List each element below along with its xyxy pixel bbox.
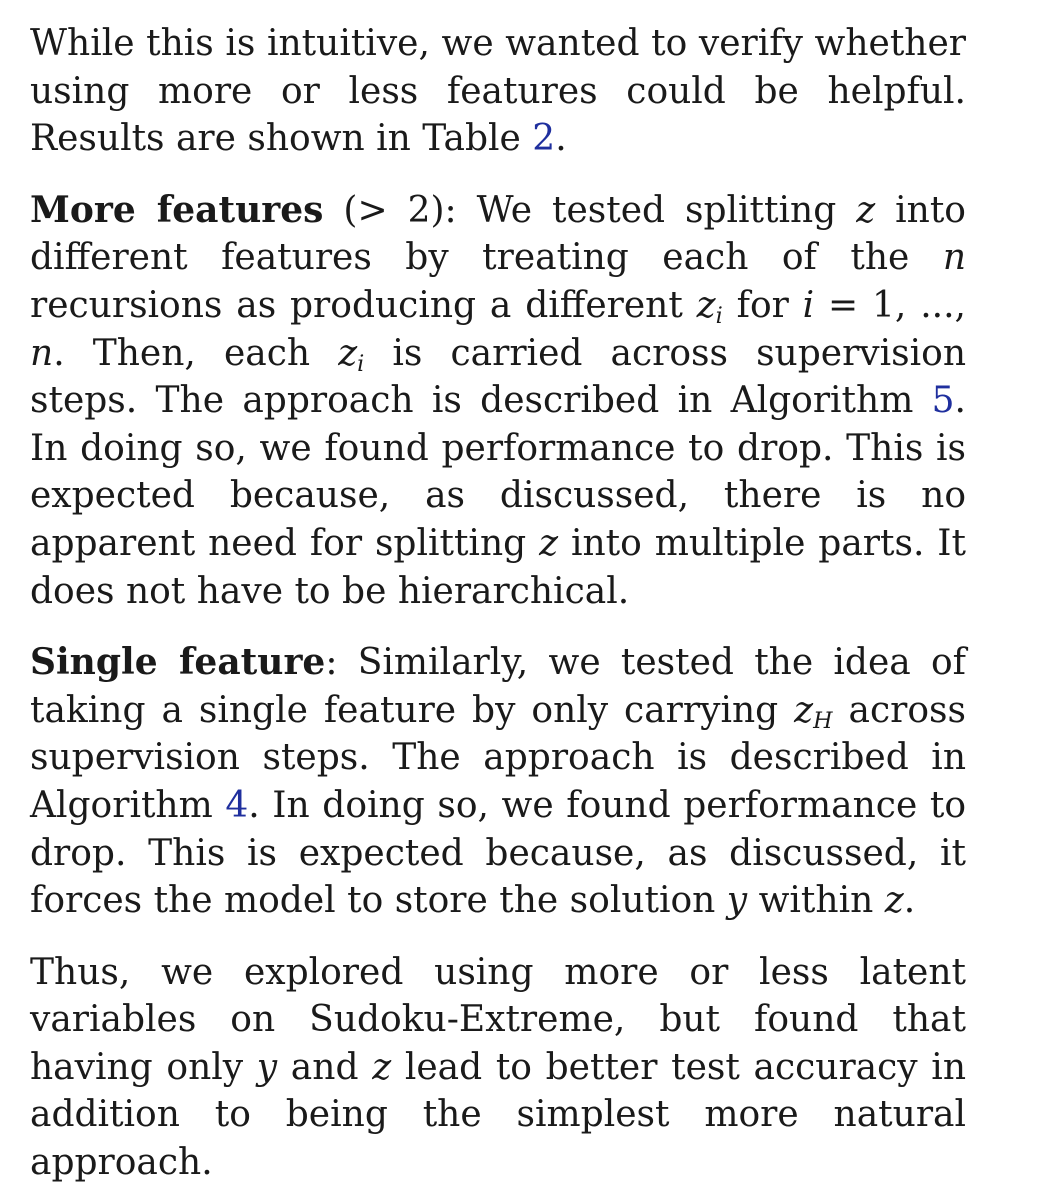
math-expression: = 1, ..., (814, 284, 966, 326)
paragraph-text: is carried across supervision steps. The approach is described in Algorithm (30, 332, 966, 422)
paragraph-text: across supervision steps. The approach is described in Algorithm (30, 689, 966, 826)
paragraph-text: into different features by treating each of the (30, 189, 966, 279)
algorithm-reference-link[interactable]: 5 (931, 380, 955, 422)
paragraph-heading: More features (30, 188, 324, 231)
math-var: n (942, 237, 966, 279)
paragraph-heading: Single feature (30, 641, 326, 684)
math-var: i (802, 284, 815, 326)
math-var: y (726, 880, 748, 922)
paragraph-text: for (722, 284, 803, 326)
math-var: z (884, 880, 904, 922)
paragraph-more-features (30, 187, 966, 615)
math-subscript: H (813, 707, 833, 734)
math-condition: (> 2) (323, 189, 445, 231)
math-var: z (372, 1046, 392, 1088)
paragraph-text: and (277, 1046, 373, 1088)
paper-excerpt (30, 20, 966, 1187)
paragraph-text: Thus, we explored using more or less latent variables on Sudoku-Extreme, but found that having only (30, 951, 966, 1088)
math-var: z (696, 284, 716, 326)
math-subscript: i (715, 303, 723, 330)
paragraph-text: . Then, each (53, 332, 339, 374)
math-var: z (539, 522, 559, 564)
paragraph-text: into multiple parts. It does not have to be hierarchical. (30, 522, 966, 612)
paragraph-text: . (555, 118, 567, 160)
math-var: z (856, 189, 876, 231)
paragraph-intro (30, 20, 966, 163)
paragraph-text: recursions as producing a different (30, 284, 697, 326)
math-subscript: i (357, 350, 365, 377)
math-var: y (256, 1046, 278, 1088)
paragraph-text: : Similarly, we tested the idea of taking a single feature by only carrying (30, 642, 966, 731)
paragraph-text: . In doing so, we found performance to drop. This is expected because, as discussed, it forces the model to store the solution (30, 784, 967, 922)
paragraph-conclusion (30, 949, 966, 1187)
paragraph-text: lead to better test accuracy in addition to being the simplest more natural approach. (30, 1046, 967, 1184)
table-reference-link[interactable]: 2 (532, 118, 556, 160)
math-var: n (30, 332, 54, 374)
paragraph-text: within (747, 880, 885, 922)
math-var: z (794, 689, 814, 731)
algorithm-reference-link[interactable]: 4 (225, 784, 249, 826)
paragraph-text: . In doing so, we found performance to drop. This is expected because, as discussed, there is no apparent need for splitting (30, 380, 966, 564)
paragraph-text: . (903, 880, 916, 922)
paragraph-text: While this is intuitive, we wanted to verify whether using more or less features could be helpful. Results are shown in Table (30, 23, 966, 160)
math-var: z (338, 332, 358, 374)
paragraph-text: : We tested splitting (444, 189, 857, 231)
paragraph-single-feature (30, 639, 966, 925)
